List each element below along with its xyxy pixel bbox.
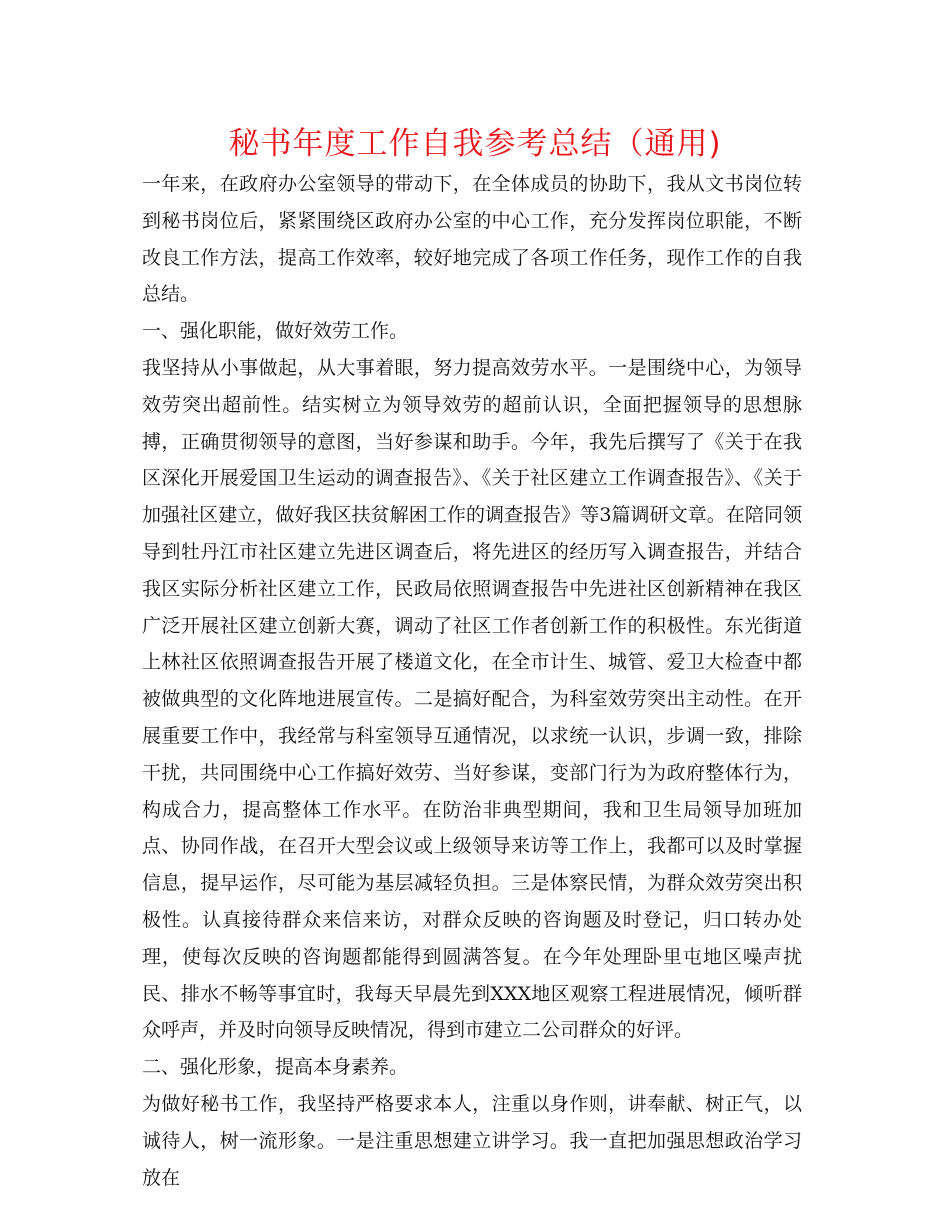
paragraph-intro: 一年来，在政府办公室领导的带动下，在全体成员的协助下，我从文书岗位转到秘书岗位后，紧紧围绕区政府办公室的中心工作，充分发挥岗位职能，不断改良工作方法，提高工作效率，较好地完成了各项工作任务，现作工作的自我总结。 (142, 173, 802, 306)
document-body (142, 166, 802, 1196)
document-title: 秘书年度工作自我参考总结（通用) (228, 126, 722, 162)
section-heading-2: 二、强化形象，提高本身素养。 (142, 1056, 409, 1079)
paragraph-section-1: 我坚持从小事做起，从大事着眼，努力提高效劳水平。一是围绕中心，为领导效劳突出超前性。结实树立为领导效劳的超前认识，全面把握领导的思想脉搏，正确贯彻领导的意图，当好参谋和助手。今年，我先后撰写了《关于在我区深化开展爱国卫生运动的调查报告》、《关于社区建立工作调查报告》、《关于加强社区建立，做好我区扶贫解困工作的调查报告》等3篇调研文章。在陪同领导到牡丹江市社区建立先进区调查后，将先进区的经历写入调查报告，并结合我区实际分析社区建立工作，民政局依照调查报告中先进社区创新精神在我区广泛开展社区建立创新大赛，调动了社区工作者创新工作的积极性。东光街道上林社区依照调查报告开展了楼道文化，在全市计生、城管、爱卫大检查中都被做典型的文化阵地进展宣传。二是搞好配合，为科室效劳突出主动性。在开展重要工作中，我经常与科室领导互通情况，以求统一认识，步调一致，排除干扰，共同围绕中心工作搞好效劳、当好参谋，变部门行为为政府整体行为，构成合力，提高整体工作水平。在防治非典型期间，我和卫生局领导加班加点、协同作战，在召开大型会议或上级领导来访等工作上，我都可以及时掌握信息，提早运作，尽可能为基层减轻负担。三是体察民情，为群众效劳突出积极性。认真接待群众来信来访，对群众反映的咨询题及时登记，归口转办处理，使每次反映的咨询题都能得到圆满答复。在今年处理卧里屯地区噪声扰民、排水不畅等事宜时，我每天早晨先到XXX地区观察工程进展情况，倾听群众呼声，并及时向领导反映情况，得到市建立二公司群众的好评。 (142, 356, 802, 1042)
paragraph-section-2: 为做好秘书工作，我坚持严格要求本人，注重以身作则，讲奉献、树正气，以诚待人，树一流形象。一是注重思想建立讲学习。我一直把加强思想政治学习放在 (142, 1092, 802, 1189)
section-heading-1: 一、强化职能，做好效劳工作。 (142, 320, 409, 343)
